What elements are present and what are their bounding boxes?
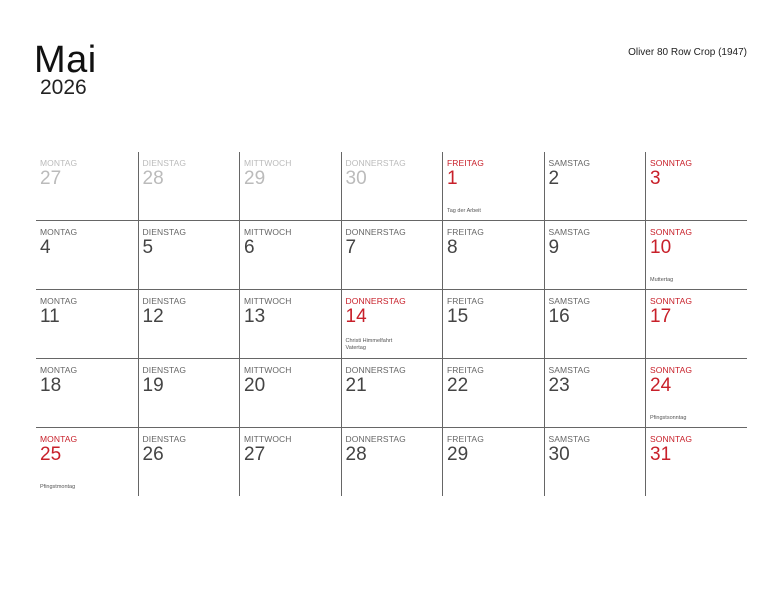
weekday-label: DONNERSTAG — [345, 296, 406, 306]
weekday-label: MONTAG — [40, 158, 78, 168]
day-number: 13 — [244, 306, 266, 327]
day-cell — [239, 290, 341, 358]
weekday-label: MONTAG — [40, 296, 78, 306]
day-number: 24 — [650, 375, 672, 396]
weekday-label: SAMSTAG — [548, 434, 591, 444]
weekday-label: MITTWOCH — [244, 365, 292, 375]
day-number: 14 — [345, 306, 367, 327]
day-cell — [36, 428, 138, 496]
day-number: 16 — [548, 306, 570, 327]
day-number: 22 — [447, 375, 469, 396]
day-cell — [442, 152, 544, 220]
day-number: 17 — [650, 306, 672, 327]
day-cell — [138, 428, 240, 496]
month-title: Mai — [34, 39, 97, 81]
weekday-label: FREITAG — [447, 227, 484, 237]
holiday-note: Pfingstsonntag — [650, 415, 687, 421]
weekday-label: SONNTAG — [650, 158, 693, 168]
day-number: 5 — [142, 237, 154, 258]
calendar-week — [36, 152, 747, 221]
day-cell — [341, 221, 443, 289]
weekday-label: DONNERSTAG — [345, 227, 406, 237]
holiday-note: Tag der Arbeit — [447, 208, 481, 214]
day-cell — [442, 428, 544, 496]
weekday-label: SAMSTAG — [548, 365, 591, 375]
day-number: 27 — [40, 168, 62, 189]
day-cell — [36, 359, 138, 427]
day-number: 28 — [142, 168, 164, 189]
holiday-note-line: Christi Himmelfahrt — [345, 338, 393, 344]
day-number: 8 — [447, 237, 458, 258]
day-number: 30 — [345, 168, 367, 189]
weekday-label: SAMSTAG — [548, 227, 591, 237]
weekday-label: DONNERSTAG — [345, 434, 406, 444]
day-number: 31 — [650, 444, 672, 465]
day-number: 15 — [447, 306, 469, 327]
weekday-label: MITTWOCH — [244, 158, 292, 168]
day-cell — [138, 221, 240, 289]
day-number: 2 — [548, 168, 560, 189]
calendar-grid — [36, 152, 747, 496]
weekday-label: SAMSTAG — [548, 158, 591, 168]
holiday-note: Pfingstmontag — [40, 484, 76, 490]
weekday-label: DIENSTAG — [142, 227, 187, 237]
day-cell — [645, 359, 747, 427]
weekday-label: FREITAG — [447, 296, 484, 306]
holiday-note: Muttertag — [650, 277, 674, 283]
weekday-label: MITTWOCH — [244, 227, 292, 237]
day-number: 28 — [345, 444, 367, 465]
weekday-label: MONTAG — [40, 365, 78, 375]
weekday-label: DIENSTAG — [142, 365, 187, 375]
weekday-label: SONNTAG — [650, 434, 693, 444]
day-cell — [544, 152, 646, 220]
day-number: 29 — [447, 444, 469, 465]
weekday-label: FREITAG — [447, 365, 484, 375]
day-cell — [36, 290, 138, 358]
day-number: 26 — [142, 444, 164, 465]
day-cell — [544, 290, 646, 358]
day-cell — [544, 428, 646, 496]
day-number: 27 — [244, 444, 266, 465]
weekday-label: DONNERSTAG — [345, 365, 406, 375]
day-cell — [36, 152, 138, 220]
day-number: 21 — [345, 375, 367, 396]
calendar-week — [36, 290, 747, 359]
image-caption: Oliver 80 Row Crop (1947) — [628, 47, 747, 58]
calendar-week — [36, 221, 747, 290]
day-number: 12 — [142, 306, 164, 327]
day-number: 11 — [40, 306, 60, 327]
weekday-label: MONTAG — [40, 227, 78, 237]
day-number: 23 — [548, 375, 570, 396]
day-number: 18 — [40, 375, 62, 396]
weekday-label: MONTAG — [40, 434, 78, 444]
day-number: 25 — [40, 444, 62, 465]
day-cell — [341, 359, 443, 427]
weekday-label: FREITAG — [447, 158, 484, 168]
day-number: 29 — [244, 168, 266, 189]
weekday-label: MITTWOCH — [244, 434, 292, 444]
day-number: 1 — [447, 168, 458, 189]
day-number: 7 — [345, 237, 357, 258]
weekday-label: SONNTAG — [650, 296, 693, 306]
day-cell — [36, 221, 138, 289]
weekday-label: DONNERSTAG — [345, 158, 406, 168]
holiday-note — [346, 338, 393, 352]
weekday-label: DIENSTAG — [142, 158, 187, 168]
day-cell — [341, 290, 443, 358]
weekday-label: DIENSTAG — [142, 296, 187, 306]
day-number: 19 — [142, 375, 164, 396]
day-cell — [239, 152, 341, 220]
holiday-note-line: Vatertag — [345, 345, 366, 351]
weekday-label: MITTWOCH — [244, 296, 292, 306]
day-cell — [442, 290, 544, 358]
day-cell — [442, 221, 544, 289]
day-cell — [138, 290, 240, 358]
weekday-label: DIENSTAG — [142, 434, 187, 444]
day-cell — [138, 359, 240, 427]
day-cell — [341, 152, 443, 220]
day-cell — [645, 290, 747, 358]
day-number: 9 — [548, 237, 560, 258]
day-cell — [239, 221, 341, 289]
year-label: 2026 — [40, 76, 87, 99]
weekday-label: SAMSTAG — [548, 296, 591, 306]
day-cell — [645, 221, 747, 289]
day-cell — [239, 359, 341, 427]
day-number: 4 — [40, 237, 51, 258]
weekday-label: SONNTAG — [650, 227, 693, 237]
day-number: 10 — [650, 237, 672, 258]
day-number: 3 — [650, 168, 661, 189]
calendar-week — [36, 359, 747, 428]
weekday-label: FREITAG — [447, 434, 484, 444]
day-cell — [544, 221, 646, 289]
day-cell — [341, 428, 443, 496]
weekday-label: SONNTAG — [650, 365, 693, 375]
day-cell — [442, 359, 544, 427]
day-number: 6 — [244, 237, 255, 258]
day-cell — [239, 428, 341, 496]
calendar-week — [36, 428, 747, 496]
day-number: 20 — [244, 375, 266, 396]
day-cell — [645, 152, 747, 220]
day-cell — [645, 428, 747, 496]
day-number: 30 — [548, 444, 570, 465]
day-cell — [544, 359, 646, 427]
day-cell — [138, 152, 240, 220]
